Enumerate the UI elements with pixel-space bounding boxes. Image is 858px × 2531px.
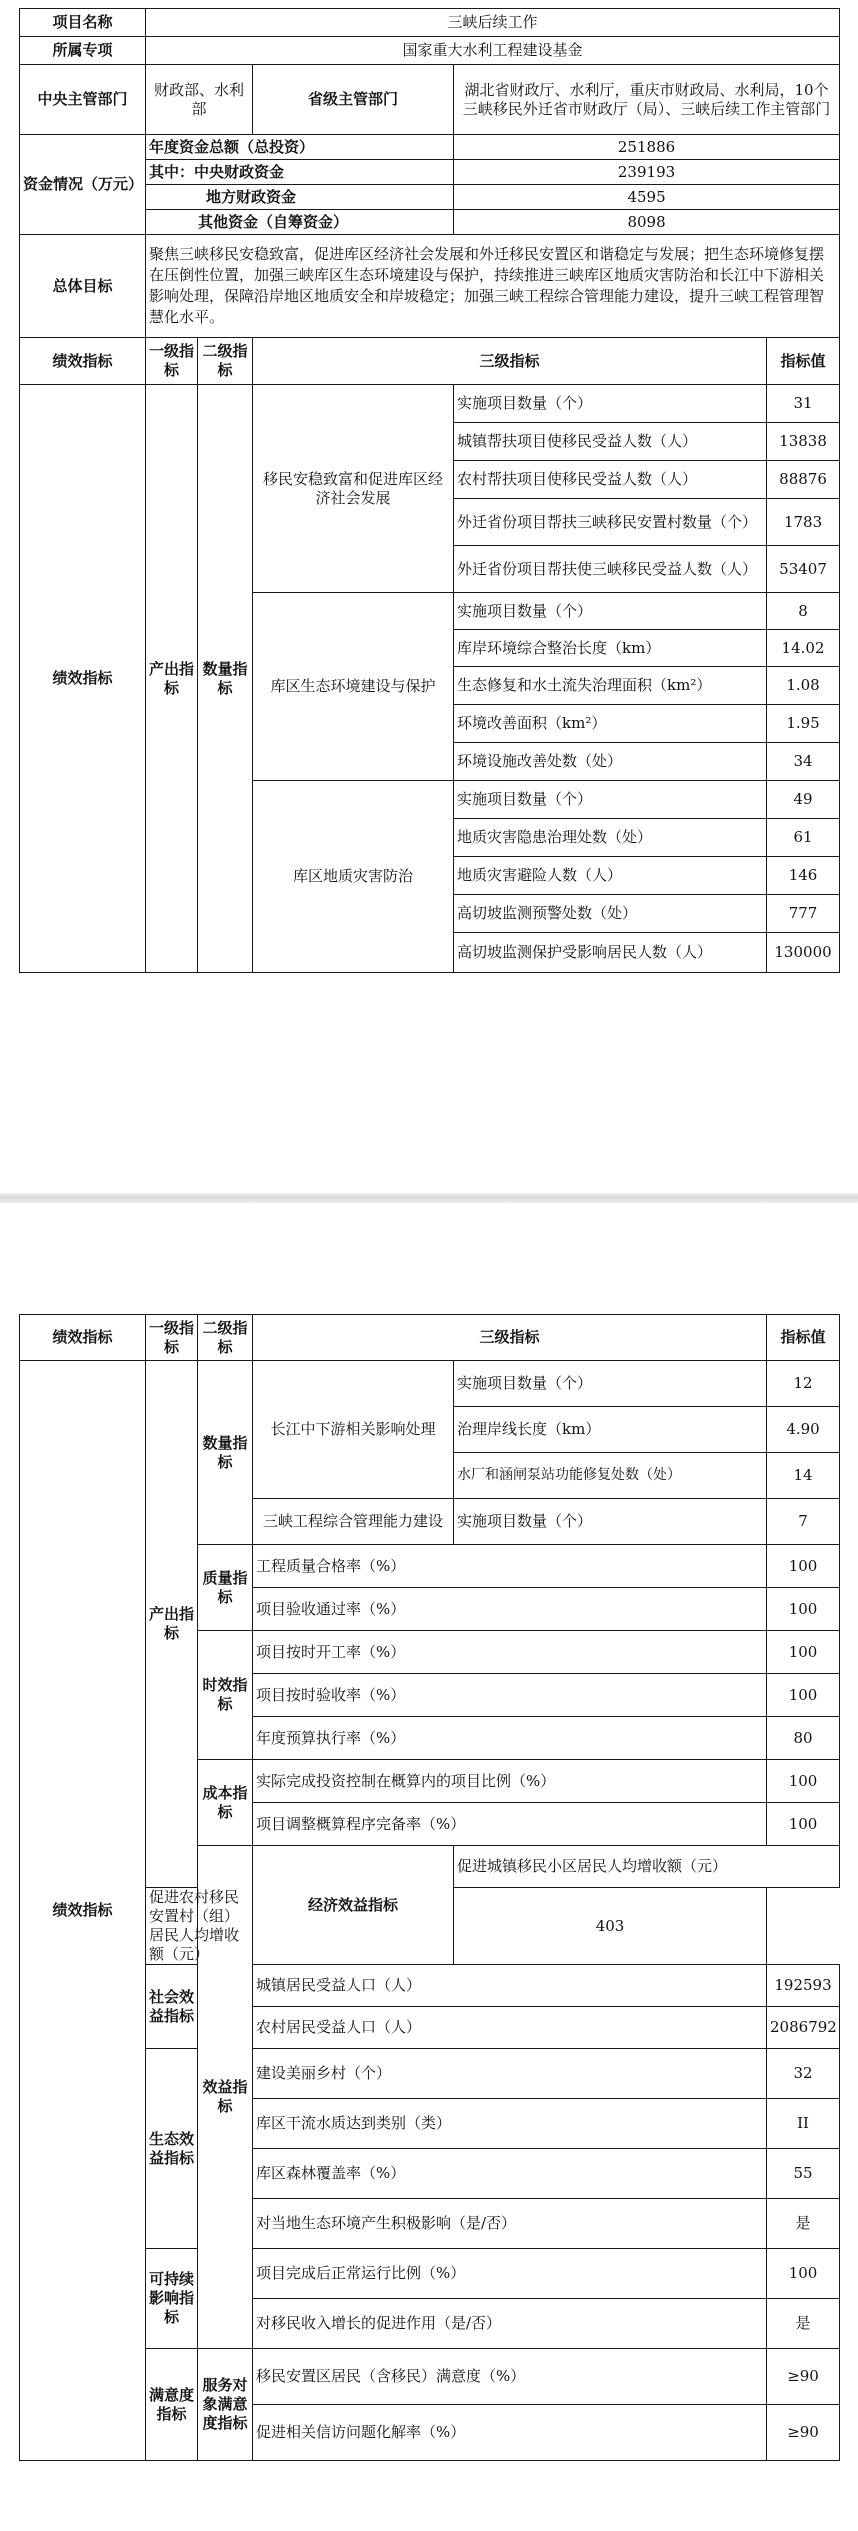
indicator: 外迁省份项目帮扶使三峡移民受益人数（人） xyxy=(454,546,767,593)
funds-label: 资金情况（万元） xyxy=(20,135,146,235)
funds-total: 251886 xyxy=(454,135,840,160)
indicator: 项目按时开工率（%） xyxy=(253,1631,767,1674)
group-name: 移民安稳致富和促进库区经济社会发展 xyxy=(253,385,454,593)
indicator-value: 2086792 xyxy=(767,2007,840,2049)
project-name: 三峡后续工作 xyxy=(146,9,840,37)
indicator: 库区干流水质达到类别（类） xyxy=(253,2099,767,2149)
indicator: 项目调整概算程序完备率（%） xyxy=(253,1803,767,1846)
indicator: 移民安置区居民（含移民）满意度（%） xyxy=(253,2349,767,2405)
indicator: 治理岸线长度（km） xyxy=(454,1407,767,1453)
funds-central-label: 其中：中央财政资金 xyxy=(146,160,454,185)
indicator-value: 53407 xyxy=(767,546,840,593)
output-label: 产出指标 xyxy=(146,1361,198,1888)
indicator-value: 13838 xyxy=(767,423,840,461)
indicator: 库区森林覆盖率（%） xyxy=(253,2149,767,2199)
indicator: 地质灾害隐患治理处数（处） xyxy=(454,819,767,857)
indicator-value: 1.08 xyxy=(767,667,840,705)
indicator: 环境设施改善处数（处） xyxy=(454,743,767,781)
indicator-value: 100 xyxy=(767,1803,840,1846)
indicator: 项目验收通过率（%） xyxy=(253,1588,767,1631)
header-level1: 一级指标 xyxy=(146,338,198,385)
header-level2: 二级指标 xyxy=(198,338,253,385)
eco-label: 生态效益指标 xyxy=(146,2049,198,2249)
social-label: 社会效益指标 xyxy=(146,1965,198,2049)
economic-label: 经济效益指标 xyxy=(253,1846,454,1965)
provincial-dept: 湖北省财政厅、水利厅，重庆市财政局、水利局，10个三峡移民外迁省市财政厅（局）、三峡后续工作主管部门 xyxy=(454,65,840,135)
indicator-value: 100 xyxy=(767,1674,840,1717)
group-name: 库区生态环境建设与保护 xyxy=(253,593,454,781)
indicator-value: 是 xyxy=(767,2299,840,2349)
indicator: 环境改善面积（km²） xyxy=(454,705,767,743)
indicator: 建设美丽乡村（个） xyxy=(253,2049,767,2099)
indicator-value: 34 xyxy=(767,743,840,781)
benefit-label: 效益指标 xyxy=(198,1846,253,2349)
header-level2: 二级指标 xyxy=(198,1315,253,1361)
project-overview-table xyxy=(19,8,840,973)
cost-label: 成本指标 xyxy=(198,1760,253,1846)
indicator-value: 14.02 xyxy=(767,630,840,667)
indicator: 年度预算执行率（%） xyxy=(253,1717,767,1760)
indicator-value: 100 xyxy=(767,1588,840,1631)
indicator: 城镇帮扶项目使移民受益人数（人） xyxy=(454,423,767,461)
sustain-label: 可持续影响指标 xyxy=(146,2249,198,2349)
indicator-value: 80 xyxy=(767,1717,840,1760)
indicator-value: 192593 xyxy=(767,1965,840,2007)
indicator-value: 403 xyxy=(454,1888,767,1965)
indicator-value: 32 xyxy=(767,2049,840,2099)
quality-label: 质量指标 xyxy=(198,1545,253,1631)
indicator: 对当地生态环境产生积极影响（是/否） xyxy=(253,2199,767,2249)
header-level3: 三级指标 xyxy=(253,338,767,385)
indicator-value: 777 xyxy=(767,895,840,933)
indicator: 实施项目数量（个） xyxy=(454,593,767,630)
indicator: 促进农村移民安置村（组）居民人均增收额（元） xyxy=(146,1888,253,1965)
indicator: 促进相关信访问题化解率（%） xyxy=(253,2405,767,2461)
funds-local-label: 地方财政资金 xyxy=(146,185,454,210)
group-name: 库区地质灾害防治 xyxy=(253,781,454,973)
perf-label: 绩效指标 xyxy=(20,385,146,973)
output-label: 产出指标 xyxy=(146,385,198,973)
indicator: 高切坡监测预警处数（处） xyxy=(454,895,767,933)
indicator-value: 88876 xyxy=(767,461,840,499)
performance-indicators-table xyxy=(19,1314,840,2461)
indicator-value: 12 xyxy=(767,1361,840,1407)
quantity-label: 数量指标 xyxy=(198,385,253,973)
indicator: 农村居民受益人口（人） xyxy=(253,2007,767,2049)
indicator-value: 100 xyxy=(767,1760,840,1803)
indicator: 项目完成后正常运行比例（%） xyxy=(253,2249,767,2299)
indicator-value: 14 xyxy=(767,1453,840,1499)
indicator: 项目按时验收率（%） xyxy=(253,1674,767,1717)
indicator: 外迁省份项目帮扶三峡移民安置村数量（个） xyxy=(454,499,767,546)
indicator-value: II xyxy=(767,2099,840,2149)
goal-label: 总体目标 xyxy=(20,235,146,338)
indicator: 实施项目数量（个） xyxy=(454,1361,767,1407)
indicator: 促进城镇移民小区居民人均增收额（元） xyxy=(454,1846,840,1888)
funds-other: 8098 xyxy=(454,210,840,235)
special-label: 所属专项 xyxy=(20,37,146,65)
central-dept: 财政部、水利部 xyxy=(146,65,253,135)
indicator-value: 31 xyxy=(767,385,840,423)
service-label: 服务对象满意度指标 xyxy=(198,2349,253,2461)
group-name: 三峡工程综合管理能力建设 xyxy=(253,1499,454,1545)
header-value: 指标值 xyxy=(767,338,840,385)
funds-central: 239193 xyxy=(454,160,840,185)
indicator-value: 100 xyxy=(767,1631,840,1674)
indicator-value: 1783 xyxy=(767,499,840,546)
indicator-value: 1.95 xyxy=(767,705,840,743)
indicator: 实际完成投资控制在概算内的项目比例（%） xyxy=(253,1760,767,1803)
indicator: 高切坡监测保护受影响居民人数（人） xyxy=(454,933,767,973)
indicator: 实施项目数量（个） xyxy=(454,385,767,423)
provincial-dept-label: 省级主管部门 xyxy=(253,65,454,135)
indicator-value: ≥90 xyxy=(767,2349,840,2405)
indicator: 实施项目数量（个） xyxy=(454,781,767,819)
indicator: 城镇居民受益人口（人） xyxy=(253,1965,767,2007)
indicator: 对移民收入增长的促进作用（是/否） xyxy=(253,2299,767,2349)
project-name-label: 项目名称 xyxy=(20,9,146,37)
timeliness-label: 时效指标 xyxy=(198,1631,253,1760)
indicator-value: ≥90 xyxy=(767,2405,840,2461)
indicator: 生态修复和水土流失治理面积（km²） xyxy=(454,667,767,705)
indicator-value: 是 xyxy=(767,2199,840,2249)
indicator: 工程质量合格率（%） xyxy=(253,1545,767,1588)
indicator-value: 100 xyxy=(767,2249,840,2299)
indicator: 农村帮扶项目使移民受益人数（人） xyxy=(454,461,767,499)
indicator-value: 7 xyxy=(767,1499,840,1545)
indicator: 库岸环境综合整治长度（km） xyxy=(454,630,767,667)
indicator-value: 55 xyxy=(767,2149,840,2199)
indicator: 水厂和涵闸泵站功能修复处数（处） xyxy=(454,1453,767,1499)
funds-other-label: 其他资金（自筹资金） xyxy=(146,210,454,235)
indicator-value: 49 xyxy=(767,781,840,819)
indicator-value: 8 xyxy=(767,593,840,630)
indicator: 实施项目数量（个） xyxy=(454,1499,767,1545)
header-value: 指标值 xyxy=(767,1315,840,1361)
goal-text: 聚焦三峡移民安稳致富，促进库区经济社会发展和外迁移民安置区和谐稳定与发展；把生态环境修复摆在压倒性位置，加强三峡库区生态环境建设与保护，持续推进三峡库区地质灾害防治和长江中下游相关影响处理，保障沿岸地区地质安全和岸坡稳定；加强三峡工程综合管理能力建设，提升三峡工程管理智慧化水平。 xyxy=(146,235,840,338)
header-perf: 绩效指标 xyxy=(20,338,146,385)
quantity-label: 数量指标 xyxy=(198,1361,253,1545)
indicator-value: 130000 xyxy=(767,933,840,973)
indicator-value: 61 xyxy=(767,819,840,857)
satisfaction-label: 满意度指标 xyxy=(146,2349,198,2461)
group-name: 长江中下游相关影响处理 xyxy=(253,1361,454,1499)
central-dept-label: 中央主管部门 xyxy=(20,65,146,135)
indicator-value: 100 xyxy=(767,1545,840,1588)
special-name: 国家重大水利工程建设基金 xyxy=(146,37,840,65)
indicator-value: 146 xyxy=(767,857,840,895)
header-level1: 一级指标 xyxy=(146,1315,198,1361)
page-separator xyxy=(0,1193,858,1203)
funds-local: 4595 xyxy=(454,185,840,210)
indicator-value: 4.90 xyxy=(767,1407,840,1453)
header-perf: 绩效指标 xyxy=(20,1315,146,1361)
indicator: 地质灾害避险人数（人） xyxy=(454,857,767,895)
funds-total-label: 年度资金总额（总投资） xyxy=(146,135,454,160)
perf-label: 绩效指标 xyxy=(20,1361,146,2461)
header-level3: 三级指标 xyxy=(253,1315,767,1361)
